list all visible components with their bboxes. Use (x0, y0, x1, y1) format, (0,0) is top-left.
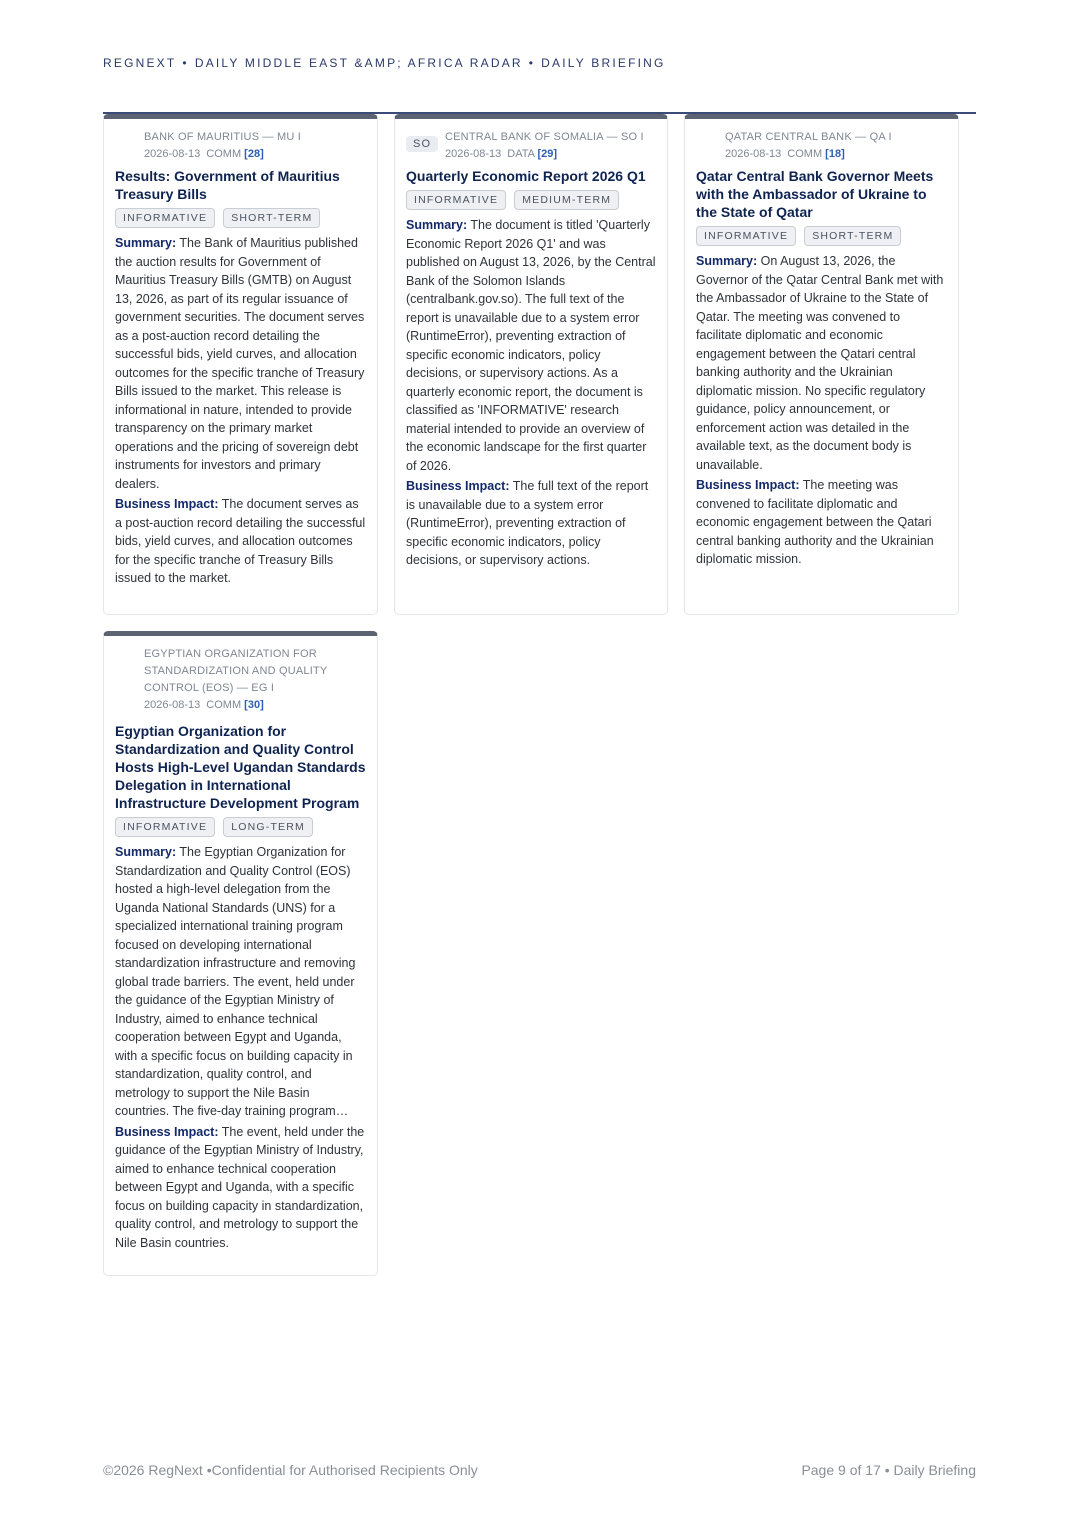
card-kind: COMM (206, 148, 242, 160)
card-title[interactable]: Quarterly Economic Report 2026 Q1 (406, 168, 646, 184)
tag-horizon: LONG-TERM (223, 817, 313, 837)
card-kind: COMM (206, 699, 242, 711)
card-summary (696, 252, 948, 474)
header-report-name: DAILY MIDDLE EAST &AMP; AFRICA RADAR (194, 56, 523, 70)
summary-label: Summary: (696, 254, 758, 268)
summary-text: The Bank of Mauritius published the auction results for Government of Mauritius Treasury Bills (GMTB) on August 13, 2026, as part of its regular issuance of government securities. The document serves as a post-auction record detailing the successful bids, yield curves, and allocation outcomes for the specific tranche of Treasury Bills issued to the market. This release is informational in nature, intended to provide transparency on the primary market operations and the pricing of sovereign debt instruments for investors and primary dealers. (115, 236, 365, 491)
card-date: 2026-08-13 (144, 699, 201, 711)
card-source: CENTRAL BANK OF SOMALIA — SO I (445, 131, 644, 143)
card-date: 2026-08-13 (725, 148, 782, 160)
card-date: 2026-08-13 (144, 148, 201, 160)
impact-text: The meeting was convened to facilitate diplomatic and economic engagement between the Qatari central banking authority and the Ukrainian diplomatic mission. (696, 478, 934, 566)
impact-text: The document serves as a post-auction record detailing the successful bids, yield curves, and allocation outcomes for the specific tranche of Treasury Bills issued to the market. (115, 497, 366, 585)
briefing-card (394, 114, 668, 615)
tag-horizon: MEDIUM-TERM (514, 190, 619, 210)
footer-copyright: ©2026 RegNext •Confidential for Authorised Recipients Only (103, 1462, 478, 1478)
card-ref-link[interactable]: [29] (537, 148, 558, 160)
country-badge: SO (406, 136, 438, 152)
card-source: BANK OF MAURITIUS — MU I (144, 131, 301, 143)
briefing-card (684, 114, 959, 615)
impact-label: Business Impact: (406, 479, 510, 493)
impact-text: The full text of the report is unavailable due to a system error (RuntimeError), preventing extraction of specific economic indicators, policy decisions, or supervisory actions. (406, 479, 649, 567)
card-ref-link[interactable]: [30] (244, 699, 264, 711)
tag-horizon: SHORT-TERM (804, 226, 901, 246)
tag-horizon: SHORT-TERM (223, 208, 320, 228)
header-brand: REGNEXT (103, 56, 177, 70)
card-summary (406, 216, 657, 475)
card-title[interactable]: Results: Government of Mauritius Treasury Bills (115, 168, 340, 202)
tag-impact: INFORMATIVE (115, 817, 215, 837)
card-summary (115, 234, 367, 493)
card-ref-link[interactable]: [18] (825, 148, 845, 160)
header-separator: • (528, 56, 536, 70)
card-kind: COMM (787, 148, 823, 160)
impact-label: Business Impact: (115, 497, 219, 511)
card-summary (115, 843, 367, 1121)
card-source: EGYPTIAN ORGANIZATION FOR STANDARDIZATION AND QUALITY CONTROL (EOS) — EG I (144, 648, 328, 694)
summary-label: Summary: (406, 218, 468, 232)
impact-label: Business Impact: (696, 478, 800, 492)
card-date: 2026-08-13 (445, 148, 502, 160)
summary-text: The document is titled 'Quarterly Economic Report 2026 Q1' and was published on August 13, 2026, by the Central Bank of the Solomon Islands (centralbank.gov.so). The full text of the report is unavailable due to a system error (RuntimeError), preventing extraction of specific economic indicators, policy decisions, or supervisory actions. As a quarterly economic report, the document is classified as 'INFORMATIVE' research material intended to provide an overview of the economic landscape for the first quarter of 2026. (406, 218, 656, 473)
summary-text: On August 13, 2026, the Governor of the Qatar Central Bank met with the Ambassador of Ukraine to the State of Qatar. The meeting was convened to facilitate diplomatic and economic engagement between the Qatari central banking authority and the Ukrainian diplomatic mission. No specific regulatory guidance, policy announcement, or enforcement action was detailed in the available text, as the document body is unavailable. (696, 254, 944, 472)
header-separator: • (182, 56, 189, 70)
card-title[interactable]: Egyptian Organization for Standardization and Quality Control Hosts High-Level Ugandan Standards Delegation in International Infrastructure Development Program (115, 723, 366, 811)
tag-impact: INFORMATIVE (696, 226, 796, 246)
briefing-card (103, 631, 378, 1276)
card-meta (144, 646, 334, 714)
card-impact (115, 1123, 367, 1253)
header-report-type: DAILY BRIEFING (541, 56, 666, 70)
briefing-card (103, 114, 378, 615)
impact-text: The event, held under the guidance of the Egyptian Ministry of Industry, aimed to enhance technical cooperation between Egypt and Uganda, with a specific focus on building capacity in standardization, quality control, and metrology to support the Nile Basin countries. (115, 1124, 365, 1250)
footer-page-number: Page 9 of 17 • Daily Briefing (801, 1462, 976, 1478)
running-header (103, 56, 666, 70)
card-source: QATAR CENTRAL BANK — QA I (725, 131, 892, 143)
tag-impact: INFORMATIVE (406, 190, 506, 210)
summary-label: Summary: (115, 236, 177, 250)
card-meta (445, 129, 644, 163)
card-ref-link[interactable]: [28] (244, 148, 264, 160)
summary-label: Summary: (115, 845, 177, 859)
card-meta (725, 129, 892, 163)
card-impact (406, 477, 657, 570)
tag-impact: INFORMATIVE (115, 208, 215, 228)
impact-label: Business Impact: (115, 1124, 219, 1139)
card-impact (115, 495, 367, 588)
card-kind: DATA (507, 148, 535, 160)
card-meta (144, 129, 301, 163)
summary-text: The Egyptian Organization for Standardization and Quality Control (EOS) hosted a high-level delegation from the Uganda National Standards (UNS) for a specialized international training program focused on developing international standardization infrastructure and removing global trade barriers. The event, held under the guidance of the Egyptian Ministry of Industry, aimed to enhance technical cooperation between Egypt and Uganda, with a specific focus on building capacity in standardization, quality control, and metrology to support the Nile Basin countries. The five-day training program… (115, 845, 356, 1118)
card-impact (696, 476, 948, 569)
card-title[interactable]: Qatar Central Bank Governor Meets with the Ambassador of Ukraine to the State of Qatar (696, 168, 934, 220)
